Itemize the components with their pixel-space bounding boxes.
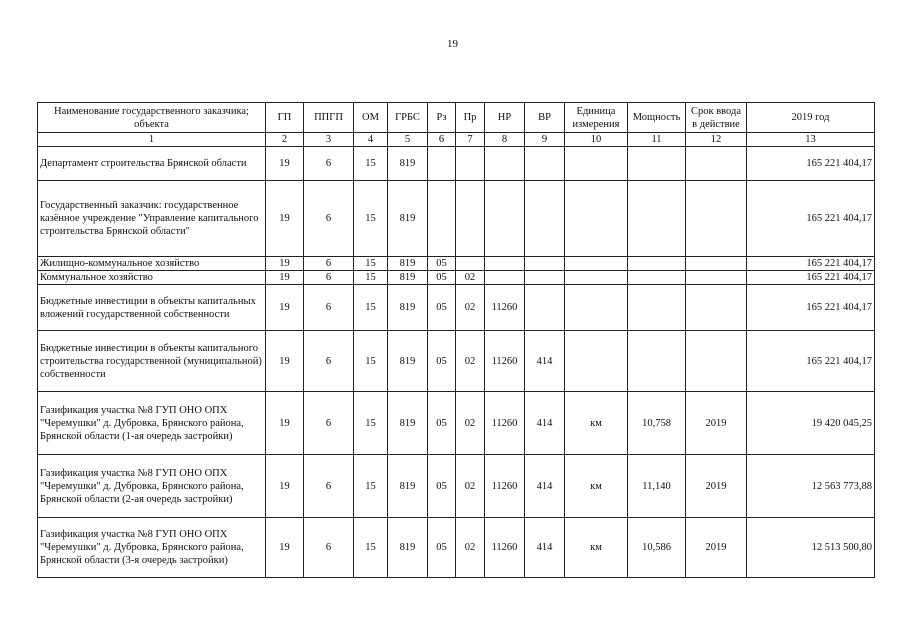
cell-name: Коммунальное хозяйство <box>38 271 266 285</box>
page-number: 19 <box>447 38 458 50</box>
cell-unit <box>565 331 628 392</box>
cell-rz <box>428 147 456 181</box>
column-number: 1 <box>38 133 266 147</box>
cell-power <box>628 271 686 285</box>
cell-name: Жилищно-коммунальное хозяйство <box>38 257 266 271</box>
cell-nr: 11260 <box>485 518 525 578</box>
cell-power <box>628 257 686 271</box>
cell-om: 15 <box>354 392 388 455</box>
cell-name: Газификация участка №8 ГУП ОНО ОПХ "Черемушки" д. Дубровка, Брянского района, Брянской области (2-ая очередь застройки) <box>38 455 266 518</box>
cell-vr <box>525 271 565 285</box>
header-power: Мощность <box>628 103 686 133</box>
cell-pr <box>456 147 485 181</box>
cell-rz: 05 <box>428 455 456 518</box>
cell-name: Департамент строительства Брянской области <box>38 147 266 181</box>
header-rz: Рз <box>428 103 456 133</box>
cell-nr <box>485 147 525 181</box>
cell-om: 15 <box>354 331 388 392</box>
cell-pr: 02 <box>456 285 485 331</box>
header-grbs: ГРБС <box>388 103 428 133</box>
cell-nr <box>485 271 525 285</box>
cell-gp: 19 <box>266 181 304 257</box>
cell-vr: 414 <box>525 518 565 578</box>
cell-rz: 05 <box>428 285 456 331</box>
cell-unit: км <box>565 455 628 518</box>
column-number: 3 <box>304 133 354 147</box>
column-number: 7 <box>456 133 485 147</box>
cell-unit <box>565 271 628 285</box>
column-number: 12 <box>686 133 747 147</box>
cell-nr <box>485 181 525 257</box>
budget-table <box>37 102 875 578</box>
cell-ppgp: 6 <box>304 271 354 285</box>
cell-sum: 165 221 404,17 <box>747 147 875 181</box>
cell-pr: 02 <box>456 455 485 518</box>
table-row <box>38 392 875 455</box>
column-number: 11 <box>628 133 686 147</box>
cell-om: 15 <box>354 285 388 331</box>
cell-pr <box>456 181 485 257</box>
column-number: 8 <box>485 133 525 147</box>
header-nr: НР <box>485 103 525 133</box>
cell-unit <box>565 147 628 181</box>
cell-unit: км <box>565 518 628 578</box>
cell-gp: 19 <box>266 455 304 518</box>
header-om: ОМ <box>354 103 388 133</box>
column-number: 9 <box>525 133 565 147</box>
header-ppgp: ППГП <box>304 103 354 133</box>
cell-ppgp: 6 <box>304 147 354 181</box>
cell-rz: 05 <box>428 392 456 455</box>
cell-gp: 19 <box>266 257 304 271</box>
table-row <box>38 271 875 285</box>
cell-power: 11,140 <box>628 455 686 518</box>
cell-rz <box>428 181 456 257</box>
cell-sum: 165 221 404,17 <box>747 181 875 257</box>
header-pr: Пр <box>456 103 485 133</box>
cell-gp: 19 <box>266 271 304 285</box>
cell-om: 15 <box>354 257 388 271</box>
cell-ppgp: 6 <box>304 285 354 331</box>
cell-name: Газификация участка №8 ГУП ОНО ОПХ "Черемушки" д. Дубровка, Брянского района, Брянской области (3-я очередь застройки) <box>38 518 266 578</box>
cell-sum: 165 221 404,17 <box>747 331 875 392</box>
header-term: Срок ввода в действие <box>686 103 747 133</box>
cell-pr: 02 <box>456 331 485 392</box>
cell-term <box>686 147 747 181</box>
header-gp: ГП <box>266 103 304 133</box>
cell-gp: 19 <box>266 147 304 181</box>
header-year: 2019 год <box>747 103 875 133</box>
cell-vr: 414 <box>525 392 565 455</box>
cell-term <box>686 181 747 257</box>
cell-vr <box>525 257 565 271</box>
column-number: 5 <box>388 133 428 147</box>
cell-term: 2019 <box>686 455 747 518</box>
cell-power: 10,586 <box>628 518 686 578</box>
cell-unit <box>565 285 628 331</box>
cell-om: 15 <box>354 147 388 181</box>
cell-term <box>686 285 747 331</box>
cell-pr: 02 <box>456 392 485 455</box>
header-name: Наименование государственного заказчика; объекта <box>38 103 266 133</box>
cell-power <box>628 181 686 257</box>
cell-nr: 11260 <box>485 331 525 392</box>
cell-nr: 11260 <box>485 392 525 455</box>
cell-om: 15 <box>354 181 388 257</box>
column-number: 6 <box>428 133 456 147</box>
cell-sum: 165 221 404,17 <box>747 271 875 285</box>
table-row <box>38 518 875 578</box>
table-row <box>38 257 875 271</box>
column-number-row <box>38 133 875 147</box>
cell-sum: 12 513 500,80 <box>747 518 875 578</box>
cell-name: Бюджетные инвестиции в объекты капитальных вложений государственной собственности <box>38 285 266 331</box>
header-unit: Единица измерения <box>565 103 628 133</box>
cell-gp: 19 <box>266 392 304 455</box>
cell-om: 15 <box>354 518 388 578</box>
cell-term: 2019 <box>686 518 747 578</box>
table-row <box>38 181 875 257</box>
cell-name: Государственный заказчик: государственное казённое учреждение "Управление капитального строительства Брянской области" <box>38 181 266 257</box>
cell-nr: 11260 <box>485 455 525 518</box>
column-number: 2 <box>266 133 304 147</box>
cell-power <box>628 147 686 181</box>
cell-term <box>686 257 747 271</box>
cell-grbs: 819 <box>388 518 428 578</box>
cell-grbs: 819 <box>388 257 428 271</box>
cell-grbs: 819 <box>388 455 428 518</box>
table-row <box>38 331 875 392</box>
cell-grbs: 819 <box>388 285 428 331</box>
cell-power <box>628 285 686 331</box>
cell-grbs: 819 <box>388 392 428 455</box>
cell-vr <box>525 285 565 331</box>
header-vr: ВР <box>525 103 565 133</box>
cell-sum: 165 221 404,17 <box>747 257 875 271</box>
cell-pr: 02 <box>456 518 485 578</box>
column-number: 10 <box>565 133 628 147</box>
cell-vr: 414 <box>525 331 565 392</box>
cell-unit <box>565 257 628 271</box>
table-row <box>38 147 875 181</box>
cell-sum: 12 563 773,88 <box>747 455 875 518</box>
cell-unit <box>565 181 628 257</box>
cell-pr: 02 <box>456 271 485 285</box>
cell-sum: 19 420 045,25 <box>747 392 875 455</box>
cell-vr: 414 <box>525 455 565 518</box>
cell-rz: 05 <box>428 271 456 285</box>
header-row <box>38 103 875 133</box>
table-row <box>38 285 875 331</box>
cell-ppgp: 6 <box>304 455 354 518</box>
cell-name: Бюджетные инвестиции в объекты капитального строительства государственной (муниципальной) собственности <box>38 331 266 392</box>
column-number: 4 <box>354 133 388 147</box>
cell-grbs: 819 <box>388 331 428 392</box>
cell-term <box>686 271 747 285</box>
cell-vr <box>525 147 565 181</box>
cell-om: 15 <box>354 455 388 518</box>
column-number: 13 <box>747 133 875 147</box>
cell-name: Газификация участка №8 ГУП ОНО ОПХ "Черемушки" д. Дубровка, Брянского района, Брянской области (1-ая очередь застройки) <box>38 392 266 455</box>
cell-ppgp: 6 <box>304 392 354 455</box>
cell-om: 15 <box>354 271 388 285</box>
cell-power: 10,758 <box>628 392 686 455</box>
cell-vr <box>525 181 565 257</box>
cell-gp: 19 <box>266 285 304 331</box>
cell-grbs: 819 <box>388 181 428 257</box>
cell-ppgp: 6 <box>304 257 354 271</box>
cell-unit: км <box>565 392 628 455</box>
cell-term <box>686 331 747 392</box>
cell-sum: 165 221 404,17 <box>747 285 875 331</box>
cell-nr <box>485 257 525 271</box>
cell-ppgp: 6 <box>304 518 354 578</box>
cell-rz: 05 <box>428 331 456 392</box>
cell-nr: 11260 <box>485 285 525 331</box>
cell-grbs: 819 <box>388 271 428 285</box>
cell-grbs: 819 <box>388 147 428 181</box>
cell-ppgp: 6 <box>304 331 354 392</box>
cell-pr <box>456 257 485 271</box>
cell-term: 2019 <box>686 392 747 455</box>
cell-gp: 19 <box>266 331 304 392</box>
cell-rz: 05 <box>428 518 456 578</box>
cell-gp: 19 <box>266 518 304 578</box>
cell-power <box>628 331 686 392</box>
table-row <box>38 455 875 518</box>
cell-ppgp: 6 <box>304 181 354 257</box>
cell-rz: 05 <box>428 257 456 271</box>
